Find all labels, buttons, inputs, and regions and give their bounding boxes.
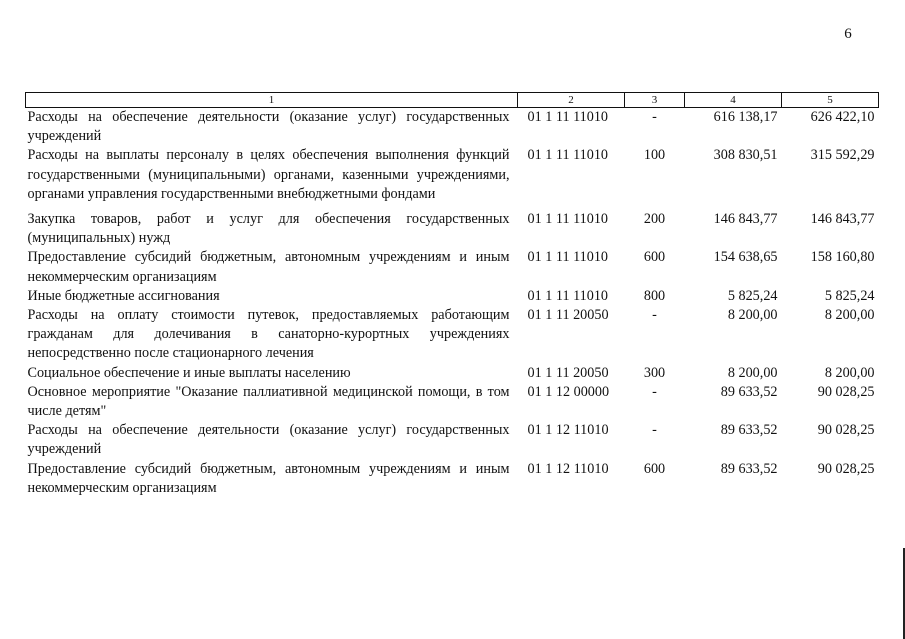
row-expense-type: 600 [643,460,666,477]
row-value-1: 308 830,51 [713,147,778,164]
row-expense-type: - [652,383,657,400]
row-value-2: 8 200,00 [824,307,875,324]
row-value-2: 5 825,24 [824,287,875,304]
table-row [26,248,879,286]
row-code: 01 1 11 11010 [527,249,609,266]
row-value-2: 158 160,80 [810,249,875,266]
row-name: Расходы на обеспечение деятельности (оказание услуг) государственных учреждений [27,422,510,458]
budget-table [25,92,879,498]
row-value-2: 90 028,25 [817,460,875,477]
row-code: 01 1 11 11010 [527,211,609,228]
row-name: Расходы на выплаты персоналу в целях обеспечения выполнения функций государственными (муниципальными) органами, казенными учреждениями, органами управления государственными внебюджетными фондами [27,147,510,202]
row-value-1: 89 633,52 [720,460,778,477]
row-code: 01 1 12 00000 [527,383,610,400]
page-number: 6 [844,26,852,42]
row-value-1: 146 843,77 [713,211,778,228]
row-value-2: 315 592,29 [810,147,875,164]
row-value-1: 5 825,24 [727,287,778,304]
column-header-1: 1 [26,93,518,108]
row-code: 01 1 11 11010 [527,109,609,125]
table-row [26,287,879,306]
row-value-2: 626 422,10 [810,109,875,125]
row-expense-type: 100 [643,147,666,164]
row-value-1: 89 633,52 [720,422,778,439]
header-row [26,93,879,108]
row-name: Социальное обеспечение и иные выплаты населению [27,364,351,381]
column-header-4: 4 [685,93,782,108]
row-code: 01 1 12 11010 [527,460,609,477]
row-expense-type: 300 [643,364,666,381]
row-name: Закупка товаров, работ и услуг для обеспечения государственных (муниципальных) нужд [27,211,510,247]
row-expense-type: 800 [643,287,666,304]
row-value-1: 616 138,17 [713,109,778,125]
row-name: Предоставление субсидий бюджетным, автономным учреждениям и иным некоммерческим организациям [27,460,510,496]
row-value-1: 8 200,00 [727,307,778,324]
row-code: 01 1 11 11010 [527,147,609,164]
row-name: Иные бюджетные ассигнования [27,287,220,304]
row-value-1: 8 200,00 [727,364,778,381]
row-value-1: 89 633,52 [720,383,778,400]
row-expense-type: - [652,422,657,439]
table-row [26,210,879,248]
row-name: Расходы на обеспечение деятельности (оказание услуг) государственных учреждений [27,109,510,145]
row-expense-type: - [652,307,657,324]
row-code: 01 1 11 11010 [527,287,609,304]
row-name: Предоставление субсидий бюджетным, автономным учреждениям и иным некоммерческим организациям [27,249,510,285]
table-row [26,364,879,383]
row-name: Основное мероприятие "Оказание паллиативной медицинской помощи, в том числе детям" [27,383,510,420]
row-value-2: 90 028,25 [817,422,875,439]
row-expense-type: 600 [643,249,666,266]
table-row [26,146,879,210]
row-value-2: 90 028,25 [817,383,875,400]
column-header-3: 3 [625,93,685,108]
row-code: 01 1 11 20050 [527,307,609,324]
table-row [26,383,879,421]
row-expense-type: 200 [643,211,666,228]
row-name: Расходы на оплату стоимости путевок, предоставляемых работающим гражданам для долечивания в санаторно-курортных учреждениях непосредственно после стационарного лечения [27,307,510,362]
table-row [26,421,879,459]
column-header-5: 5 [782,93,879,108]
row-expense-type: - [652,109,657,125]
row-code: 01 1 12 11010 [527,422,609,439]
row-code: 01 1 11 20050 [527,364,609,381]
table-row [26,108,879,147]
row-value-2: 146 843,77 [810,211,875,228]
row-value-2: 8 200,00 [824,364,875,381]
row-value-1: 154 638,65 [713,249,778,266]
column-header-2: 2 [518,93,625,108]
table-row [26,460,879,498]
table-row [26,306,879,364]
